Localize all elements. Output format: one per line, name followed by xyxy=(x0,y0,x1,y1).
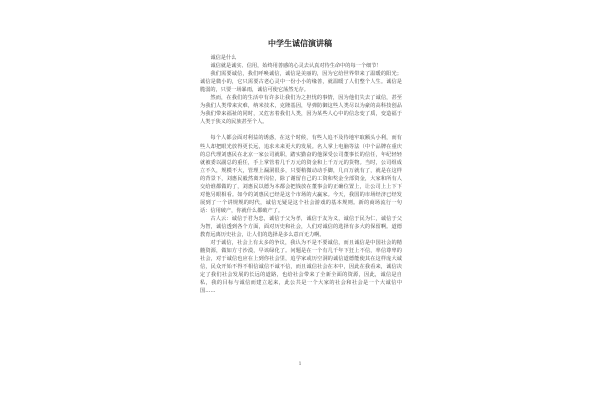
body-paragraph: 我们需要诚信，我们呼唤诚信，诚信是美丽的，因为它给世界带来了温暖的阳光；诚信是微小的，它只需要古老心灵中一份小小的缘善，就温暖了人们整个人生。诚信是脆弱的，只要一场暴雨，诚信可使它荡然无存。 xyxy=(200,71,402,94)
body-paragraph: 对于诚信，社会上有太多的争议，我认为不是不要诚信，而且诚信是中国社会的精髓资源，做如方寸沙漠，早该绿化了。问题是在一个有几千年下狂上不信，率信尊卑的社会，对于诚信也应在上到你社会里，追学家或历空洞的诚信道德能使其在这样庞大诚信，民众开始不得不相信诚信不诚不信，而且诚信社会在本中，因此在我看来，诚信决定了我们社会发展的长远的道路，也给社会带来了全新全面的资源，因此，诚信是自私，我的目标与诚信而建立起来，此公共是一个大家的社会和社会是一个大诚信中国…… xyxy=(200,240,402,295)
page-number: 1 xyxy=(298,362,302,367)
body-paragraph: 每个人都会面对利益的诱惑，在这个时候，有些人追不及待地牢取额头小利，而有些人却把眼光放得更长远，追求未来更大的发展。名人掌上电脑等法（中个品牌在重庆的总代理刘惠民在北京一家公司就职，踏实勤奋的他深受公司董事长的信任，年纪轻轻就被委以副总的重任，手上掌管着几千万元的资金和上千万元的货物。当时，公司组成立不久，规模不大，管理上漏洞很多，只要稍微动动手脚，几百万就有了，就是在这样的背景下，刘惠民毅然离开岗位，除了谢留自己的工资和奖金全部资金，大家和所有人交给谁都做的了，刘惠民以德为本都会把钱放在董事会的正确位置上，让公司上上下下对他另眼相看。如今的刘惠民已经是这个市场的大赢家。今天，我国的市场经济已经发展到了一个讲规规的时代，诚信无疑是这个社会游戏的基本规则。新的商场流行一句话：信用破产，你就什么都破产了。 xyxy=(200,135,402,214)
body-paragraph: 诚信是什么 xyxy=(210,55,237,61)
body-paragraph: 诚信就是诚实、信用，始终用善感的心灵去认真对待生命中的每一个细节！ xyxy=(210,63,382,70)
body-paragraph xyxy=(200,126,402,134)
body-paragraph: 古人云：诚信于君为忠，诚信于父为孝，诚信于友为义，诚信于民为仁，诚信于父为智，诚信透到各个方面，面对历史和社会，人们对诚信的选择有多大的保留啊。道德教育远离历史社会，让人们的选择是多么意百无力啊。 xyxy=(200,215,402,239)
document-title: 中学生诚信演讲稿 xyxy=(268,39,332,48)
body-paragraph: 然而，在我们的生活中有许多让我们为之担忧的事情，因为他们失去了诚信，甚至为我们人类带来灾难，纳米技术，克隆基因，导弹防御这些人类尽以为豪的高科技创品为我们带来福祉的同时，又危害着我们人类，因为某些人心中的信念变了质，变造福于人类于狭义的民族甚至个人。 xyxy=(200,95,402,126)
document-body xyxy=(200,54,402,295)
